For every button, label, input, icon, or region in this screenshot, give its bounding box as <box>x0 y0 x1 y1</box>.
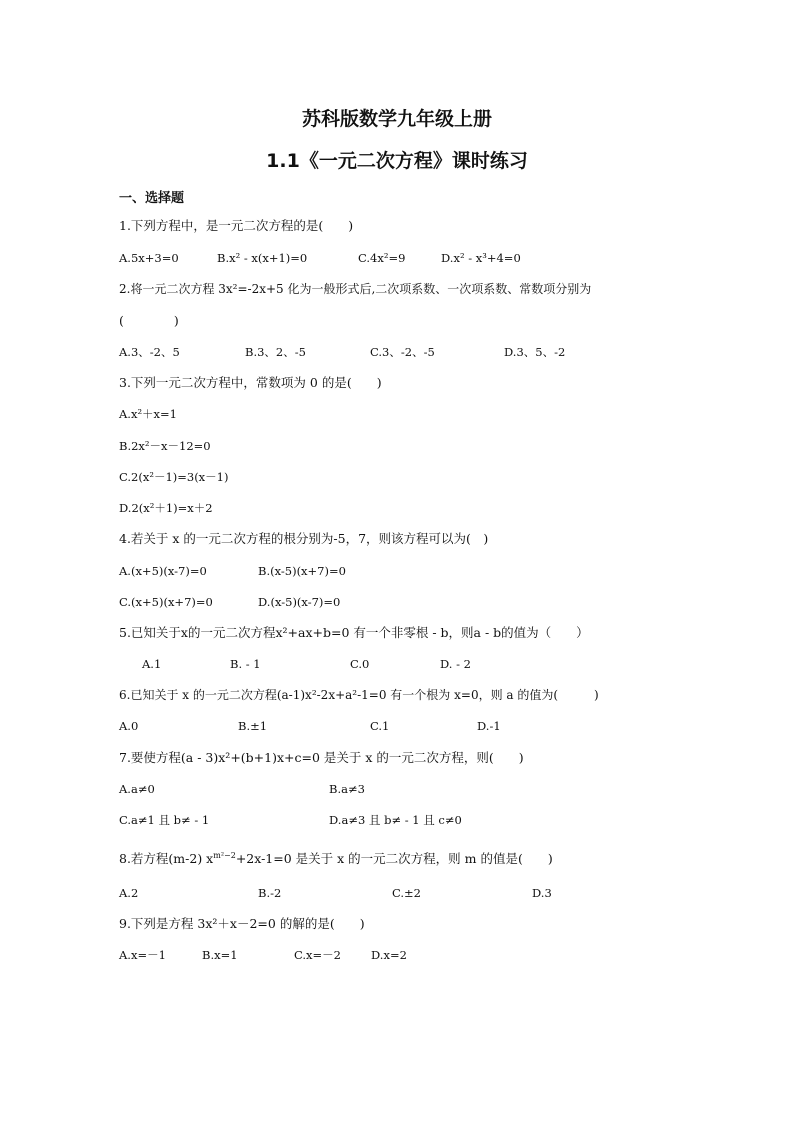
question-9-option-d: D.x=2 <box>371 948 407 962</box>
question-3-option-b: B.2x²－x－12=0 <box>119 439 211 453</box>
question-9-option-a: A.x=－1 <box>119 948 166 962</box>
question-9-option-b: B.x=1 <box>202 948 238 962</box>
document-title: 苏科版数学九年级上册 <box>301 108 492 130</box>
question-2-option-a: A.3、-2、5 <box>119 345 180 359</box>
question-7-stem: 7.要使方程(a - 3)x²+(b+1)x+c=0 是关于 x 的一元二次方程，则( ) <box>119 750 524 765</box>
section-heading: 一、选择题 <box>119 191 185 206</box>
question-7-option-b: B.a≠3 <box>329 782 365 796</box>
question-1-option-d: D.x² - x³+4=0 <box>441 251 521 265</box>
question-1-option-a: A.5x+3=0 <box>119 251 179 265</box>
question-6-option-d: D.-1 <box>477 719 501 733</box>
question-1-stem: 1.下列方程中，是一元二次方程的是( ) <box>119 218 354 233</box>
question-4-option-b: B.(x-5)(x+7)=0 <box>258 564 346 578</box>
question-6-stem: 6.已知关于 x 的一元二次方程(a-1)x²-2x+a²-1=0 有一个根为 x=0，则 a 的值为( ) <box>119 688 599 702</box>
question-6-option-a: A.0 <box>119 719 139 733</box>
question-2-option-d: D.3、5、-2 <box>504 345 566 359</box>
question-6-option-b: B.±1 <box>238 719 268 733</box>
question-8-option-a: A.2 <box>119 886 139 900</box>
question-3-stem: 3.下列一元二次方程中，常数项为 0 的是( ) <box>119 375 382 390</box>
question-9-option-c: C.x=－2 <box>294 948 341 962</box>
question-3-option-a: A.x²＋x=1 <box>119 407 177 421</box>
question-2-paren: ( ) <box>119 313 179 328</box>
question-4-stem: 4.若关于 x 的一元二次方程的根分别为-5，7，则该方程可以为( ) <box>119 531 489 546</box>
question-8-option-c: C.±2 <box>392 886 421 900</box>
question-4-option-d: D.(x-5)(x-7)=0 <box>258 595 341 609</box>
question-8-option-d: D.3 <box>532 886 552 900</box>
question-5-option-d: D. - 2 <box>440 657 471 671</box>
question-4-option-c: C.(x+5)(x+7)=0 <box>119 595 213 609</box>
question-9-stem: 9.下列是方程 3x²＋x－2=0 的解的是( ) <box>119 916 365 931</box>
question-2-option-b: B.3、2、-5 <box>245 345 306 359</box>
question-6-option-c: C.1 <box>370 719 390 733</box>
question-8-exponent: m²−2 <box>213 851 236 860</box>
question-3-option-d: D.2(x²＋1)=x＋2 <box>119 501 213 515</box>
question-3-option-c: C.2(x²－1)=3(x－1) <box>119 470 229 484</box>
question-7-option-c: C.a≠1 且 b≠ - 1 <box>119 813 210 827</box>
question-5-option-b: B. - 1 <box>230 657 261 671</box>
question-7-option-d: D.a≠3 且 b≠ - 1 且 c≠0 <box>329 813 462 827</box>
question-5-option-c: C.0 <box>350 657 370 671</box>
question-7-option-a: A.a≠0 <box>119 782 155 796</box>
question-5-stem: 5.已知关于x的一元二次方程x²+ax+b=0 有一个非零根 - b，则a - b的值为（ ） <box>119 625 589 640</box>
question-2-option-c: C.3、-2、-5 <box>370 345 435 359</box>
question-4-option-a: A.(x+5)(x-7)=0 <box>119 564 207 578</box>
question-8-stem <box>119 851 553 867</box>
question-1-option-b: B.x² - x(x+1)=0 <box>217 251 308 265</box>
question-8-stem-prefix: 8.若方程(m-2) x <box>119 851 214 866</box>
document-subtitle: 1.1《一元二次方程》课时练习 <box>266 150 528 172</box>
question-2-stem: 2.将一元二次方程 3x²=-2x+5 化为一般形式后,二次项系数、一次项系数、常数项分别为 <box>119 282 592 296</box>
question-1-option-c: C.4x²=9 <box>358 251 406 265</box>
question-8-stem-suffix: +2x-1=0 是关于 x 的一元二次方程，则 m 的值是( ) <box>235 851 553 866</box>
question-8-option-b: B.-2 <box>258 886 282 900</box>
question-5-option-a: A.1 <box>142 657 162 671</box>
